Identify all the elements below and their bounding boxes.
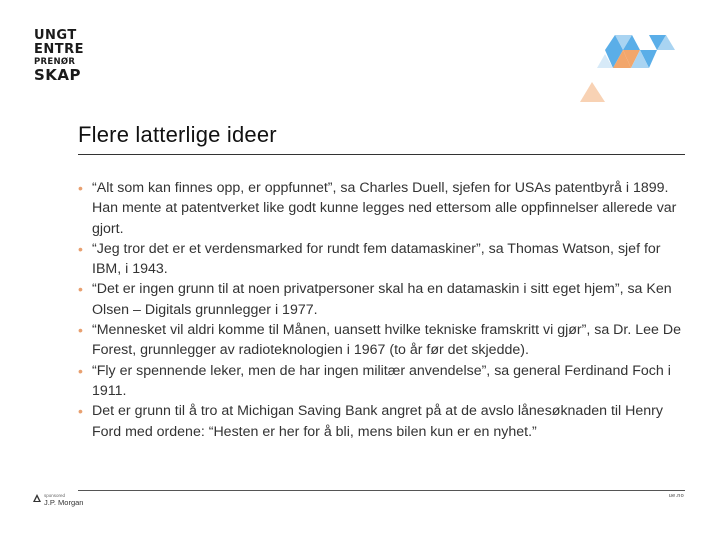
bullet-dot-icon: • [78,180,83,196]
bullet-text: Det er grunn til å tro at Michigan Saving Bank angret på at de avslo lånesøknaden til Henry Ford med ordene: “Hesten er her for å bli, mens bilen kun er en nyhet.” [92,403,663,440]
bullet-dot-icon: • [78,322,83,339]
bullet-item [78,320,686,361]
sponsor-brand: J.P. Morgan [44,498,84,507]
bullet-text: “Mennesket vil aldri komme til Månen, uansett hvilke tekniske framskritt vi gjør”, sa Dr. Lee De Forest, grunnlegger av radioteknologien i 1967 (to år før det skjedde). [92,322,681,359]
bullet-text: “Det er ingen grunn til at noen privatpersoner skal ha en datamaskin i sitt eget hjem”, sa Ken Olsen – Digitals grunnlegger i 1977. [92,281,672,318]
title-divider [78,154,685,155]
bullet-item [78,178,686,239]
bullet-text: “Jeg tror det er et verdensmarked for rundt fem datamaskiner”, sa Thomas Watson, sjef for IBM, i 1943. [92,240,661,278]
footer-url: ue.no [668,493,684,499]
decorative-triangles [575,30,690,110]
bullet-text: “Fly er spennende leker, men de har ingen militær anvendelse”, sa general Ferdinand Foch i 1911. [92,362,671,399]
bullet-list [78,178,686,442]
slide-title: Flere latterlige ideer [78,122,277,147]
bullet-dot-icon: • [78,362,83,379]
bullet-item [78,279,686,320]
bullet-dot-icon: • [78,240,83,257]
bullet-item [78,239,686,280]
bullet-dot-icon: • [78,281,83,298]
logo-line-1: UNGT [34,28,77,43]
bullet-item [78,401,686,442]
bullet-item [78,361,686,402]
bullet-dot-icon: • [78,403,83,420]
logo-line-4: SKAP [34,65,82,84]
sponsor-logo [32,493,83,507]
logo-line-3: PRENØR [34,57,76,67]
ungt-entreprenorskap-logo [34,29,84,83]
sponsor-label: sponsored [44,493,66,498]
logo-line-2: ENTRE [34,42,85,57]
footer-divider [78,490,685,491]
sponsor-triangle-icon [32,493,42,503]
bullet-text: “Alt som kan finnes opp, er oppfunnet”, sa Charles Duell, sjefen for USAs patentbyrå i 1899. Han mente at patentverket like godt kunne legges ned ettersom alle oppfinnelser allerede var gjort. [92,180,677,237]
